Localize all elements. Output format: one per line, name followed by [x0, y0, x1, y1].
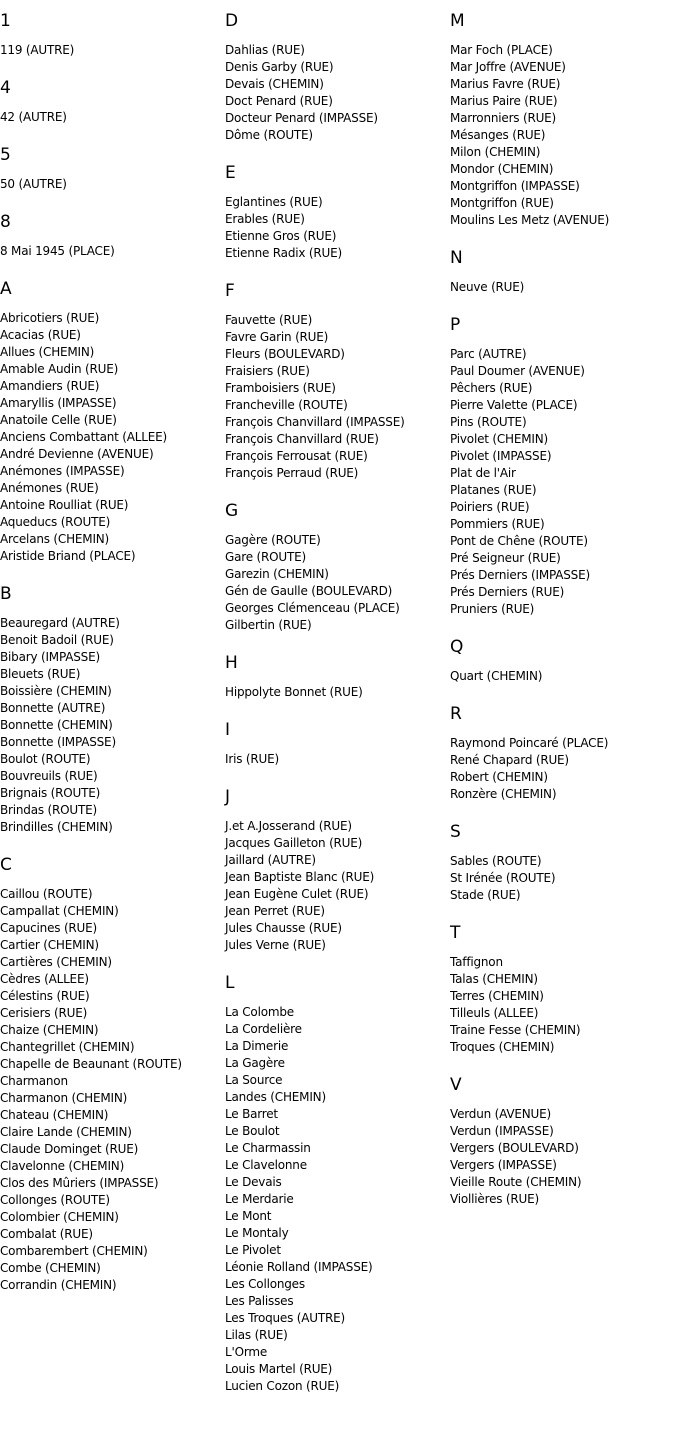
- street-entry: François Ferrousat (RUE): [225, 449, 368, 463]
- section-letter-heading: N: [450, 248, 463, 268]
- street-entry: Le Merdarie: [225, 1192, 294, 1206]
- letter-section: [450, 821, 675, 904]
- street-entry: La Gagère: [225, 1056, 285, 1070]
- street-entry: St Irénée (ROUTE): [450, 871, 556, 885]
- street-entry: Brignais (ROUTE): [0, 786, 101, 800]
- street-entry: Gare (ROUTE): [225, 550, 306, 564]
- letter-section: [0, 10, 225, 59]
- section-letter-heading: R: [450, 704, 462, 724]
- street-entry: Aristide Briand (PLACE): [0, 549, 136, 563]
- street-entry: Stade (RUE): [450, 888, 521, 902]
- section-letter-heading: 1: [0, 11, 11, 31]
- section-letter-heading: 8: [0, 212, 11, 232]
- section-letter-heading: M: [450, 11, 465, 31]
- section-letter-heading: J: [225, 787, 231, 807]
- street-entry: Mar Foch (PLACE): [450, 43, 553, 57]
- street-entry: Lucien Cozon (RUE): [225, 1379, 340, 1393]
- street-list: [450, 279, 675, 296]
- street-list: [450, 735, 675, 803]
- street-entry: Dahlias (RUE): [225, 43, 305, 57]
- street-list: [225, 684, 450, 701]
- street-list: [225, 751, 450, 768]
- street-entry: Claude Dominget (RUE): [0, 1142, 139, 1156]
- street-entry: Fraisiers (RUE): [225, 364, 310, 378]
- letter-section: [0, 583, 225, 836]
- street-entry: Pins (ROUTE): [450, 415, 527, 429]
- street-entry: Pommiers (RUE): [450, 517, 545, 531]
- street-entry: François Chanvillard (RUE): [225, 432, 379, 446]
- street-entry: Jules Chausse (RUE): [225, 921, 342, 935]
- street-entry: Iris (RUE): [225, 752, 279, 766]
- street-entry: François Chanvillard (IMPASSE): [225, 415, 405, 429]
- letter-section: [225, 652, 450, 701]
- street-entry: Tilleuls (ALLEE): [450, 1006, 539, 1020]
- street-entry: Célestins (RUE): [0, 989, 90, 1003]
- street-entry: Amable Audin (RUE): [0, 362, 119, 376]
- letter-section: [450, 922, 675, 1056]
- street-entry: Prés Derniers (RUE): [450, 585, 565, 599]
- street-entry: Dôme (ROUTE): [225, 128, 313, 142]
- street-entry: Moulins Les Metz (AVENUE): [450, 213, 610, 227]
- section-letter-heading: C: [0, 855, 12, 875]
- street-entry: Pivolet (CHEMIN): [450, 432, 549, 446]
- street-entry: Talas (CHEMIN): [450, 972, 538, 986]
- street-entry: Campallat (CHEMIN): [0, 904, 119, 918]
- street-entry: Chateau (CHEMIN): [0, 1108, 109, 1122]
- street-entry: Anciens Combattant (ALLEE): [0, 430, 167, 444]
- street-entry: Jean Perret (RUE): [225, 904, 325, 918]
- street-entry: 8 Mai 1945 (PLACE): [0, 244, 115, 258]
- street-entry: Abricotiers (RUE): [0, 311, 100, 325]
- street-entry: Platanes (RUE): [450, 483, 537, 497]
- street-entry: Jean Eugène Culet (RUE): [225, 887, 369, 901]
- street-entry: Cerisiers (RUE): [0, 1006, 88, 1020]
- street-entry: Cartier (CHEMIN): [0, 938, 99, 952]
- street-entry: Antoine Roulliat (RUE): [0, 498, 129, 512]
- street-entry: Acacias (RUE): [0, 328, 81, 342]
- street-entry: Pruniers (RUE): [450, 602, 535, 616]
- letter-section: [0, 854, 225, 1294]
- letter-section: [450, 636, 675, 685]
- street-entry: André Devienne (AVENUE): [0, 447, 154, 461]
- street-entry: Mésanges (RUE): [450, 128, 546, 142]
- street-entry: René Chapard (RUE): [450, 753, 569, 767]
- section-letter-heading: A: [0, 279, 12, 299]
- street-entry: Les Palisses: [225, 1294, 294, 1308]
- street-entry: Marius Paire (RUE): [450, 94, 558, 108]
- letter-section: [450, 1074, 675, 1208]
- street-entry: Docteur Penard (IMPASSE): [225, 111, 378, 125]
- street-entry: Arcelans (CHEMIN): [0, 532, 110, 546]
- street-entry: Bouvreuils (RUE): [0, 769, 98, 783]
- street-entry: Anémones (IMPASSE): [0, 464, 125, 478]
- street-entry: Erables (RUE): [225, 212, 305, 226]
- street-entry: Prés Derniers (IMPASSE): [450, 568, 590, 582]
- street-entry: Bonnette (AUTRE): [0, 701, 106, 715]
- street-entry: Bleuets (RUE): [0, 667, 81, 681]
- street-entry: Marius Favre (RUE): [450, 77, 561, 91]
- street-entry: Mar Joffre (AVENUE): [450, 60, 566, 74]
- street-entry: Clos des Mûriers (IMPASSE): [0, 1176, 159, 1190]
- street-entry: Brindilles (CHEMIN): [0, 820, 113, 834]
- letter-section: [0, 211, 225, 260]
- section-letter-heading: P: [450, 315, 461, 335]
- street-entry: La Source: [225, 1073, 283, 1087]
- street-entry: Neuve (RUE): [450, 280, 525, 294]
- street-entry: Les Troques (AUTRE): [225, 1311, 345, 1325]
- street-entry: Denis Garby (RUE): [225, 60, 334, 74]
- street-entry: Viollières (RUE): [450, 1192, 539, 1206]
- street-entry: Pêchers (RUE): [450, 381, 533, 395]
- street-entry: Beauregard (AUTRE): [0, 616, 120, 630]
- street-entry: Léonie Rolland (IMPASSE): [225, 1260, 373, 1274]
- section-letter-heading: 4: [0, 78, 11, 98]
- letter-section: [225, 786, 450, 954]
- section-letter-heading: H: [225, 653, 238, 673]
- street-entry: Le Boulot: [225, 1124, 280, 1138]
- directory-column: [0, 10, 225, 1312]
- street-entry: Ronzère (CHEMIN): [450, 787, 557, 801]
- street-entry: Les Collonges: [225, 1277, 305, 1291]
- street-entry: Allues (CHEMIN): [0, 345, 95, 359]
- street-entry: Amaryllis (IMPASSE): [0, 396, 117, 410]
- letter-section: [450, 247, 675, 296]
- street-entry: 42 (AUTRE): [0, 110, 67, 124]
- street-list: [0, 42, 225, 59]
- street-entry: Benoit Badoil (RUE): [0, 633, 114, 647]
- section-letter-heading: V: [450, 1075, 462, 1095]
- street-list: [0, 109, 225, 126]
- street-entry: Etienne Radix (RUE): [225, 246, 342, 260]
- street-entry: Landes (CHEMIN): [225, 1090, 326, 1104]
- street-entry: Combe (CHEMIN): [0, 1261, 101, 1275]
- street-entry: Chapelle de Beaunant (ROUTE): [0, 1057, 182, 1071]
- section-letter-heading: T: [450, 923, 461, 943]
- section-letter-heading: 5: [0, 145, 11, 165]
- street-entry: Chaize (CHEMIN): [0, 1023, 99, 1037]
- street-entry: Le Montaly: [225, 1226, 289, 1240]
- street-entry: Gén de Gaulle (BOULEVARD): [225, 584, 393, 598]
- street-entry: Devais (CHEMIN): [225, 77, 324, 91]
- street-entry: Milon (CHEMIN): [450, 145, 541, 159]
- street-entry: Charmanon: [0, 1074, 68, 1088]
- street-list: [450, 668, 675, 685]
- letter-section: [0, 144, 225, 193]
- street-entry: Georges Clémenceau (PLACE): [225, 601, 400, 615]
- street-list: [0, 243, 225, 260]
- street-entry: Pont de Chêne (ROUTE): [450, 534, 588, 548]
- street-list: [225, 312, 450, 482]
- letter-section: [225, 972, 450, 1395]
- street-entry: Caillou (ROUTE): [0, 887, 93, 901]
- street-entry: Raymond Poincaré (PLACE): [450, 736, 609, 750]
- street-entry: Pré Seigneur (RUE): [450, 551, 561, 565]
- street-entry: Jacques Gailleton (RUE): [225, 836, 363, 850]
- street-entry: J.et A.Josserand (RUE): [225, 819, 352, 833]
- street-list: [225, 818, 450, 954]
- street-list: [450, 42, 675, 229]
- street-entry: Boulot (ROUTE): [0, 752, 91, 766]
- street-entry: Bonnette (CHEMIN): [0, 718, 113, 732]
- street-entry: Lilas (RUE): [225, 1328, 288, 1342]
- street-entry: Vergers (BOULEVARD): [450, 1141, 579, 1155]
- letter-section: [225, 719, 450, 768]
- section-letter-heading: E: [225, 163, 236, 183]
- section-letter-heading: L: [225, 973, 235, 993]
- street-entry: Poiriers (RUE): [450, 500, 530, 514]
- street-entry: 50 (AUTRE): [0, 177, 67, 191]
- street-entry: 119 (AUTRE): [0, 43, 75, 57]
- street-entry: Vieille Route (CHEMIN): [450, 1175, 582, 1189]
- street-entry: Le Devais: [225, 1175, 282, 1189]
- street-entry: Traine Fesse (CHEMIN): [450, 1023, 581, 1037]
- street-entry: Cèdres (ALLEE): [0, 972, 89, 986]
- street-entry: Vergers (IMPASSE): [450, 1158, 557, 1172]
- street-entry: Anatoile Celle (RUE): [0, 413, 117, 427]
- street-entry: Claire Lande (CHEMIN): [0, 1125, 132, 1139]
- street-entry: Gilbertin (RUE): [225, 618, 312, 632]
- street-entry: Charmanon (CHEMIN): [0, 1091, 128, 1105]
- street-list: [225, 1004, 450, 1395]
- street-entry: Troques (CHEMIN): [450, 1040, 555, 1054]
- street-list: [0, 886, 225, 1294]
- street-entry: Le Charmassin: [225, 1141, 311, 1155]
- directory-column: [450, 10, 675, 1226]
- street-entry: Francheville (ROUTE): [225, 398, 348, 412]
- street-entry: Favre Garin (RUE): [225, 330, 329, 344]
- street-entry: Bibary (IMPASSE): [0, 650, 100, 664]
- street-entry: Amandiers (RUE): [0, 379, 100, 393]
- letter-section: [0, 77, 225, 126]
- section-letter-heading: D: [225, 11, 239, 31]
- street-entry: Terres (CHEMIN): [450, 989, 544, 1003]
- street-entry: Quart (CHEMIN): [450, 669, 543, 683]
- street-list: [450, 1106, 675, 1208]
- street-entry: Boissière (CHEMIN): [0, 684, 112, 698]
- letter-section: [450, 703, 675, 803]
- street-entry: Corrandin (CHEMIN): [0, 1278, 117, 1292]
- street-entry: La Cordelière: [225, 1022, 302, 1036]
- street-entry: Gagère (ROUTE): [225, 533, 321, 547]
- street-entry: Louis Martel (RUE): [225, 1362, 333, 1376]
- street-entry: Aqueducs (ROUTE): [0, 515, 111, 529]
- street-entry: Mondor (CHEMIN): [450, 162, 554, 176]
- street-list: [450, 954, 675, 1056]
- section-letter-heading: B: [0, 584, 12, 604]
- letter-section: [225, 500, 450, 634]
- letter-section: [225, 162, 450, 262]
- street-entry: Clavelonne (CHEMIN): [0, 1159, 125, 1173]
- street-entry: Montgriffon (IMPASSE): [450, 179, 580, 193]
- street-entry: Colombier (CHEMIN): [0, 1210, 119, 1224]
- street-entry: Verdun (IMPASSE): [450, 1124, 554, 1138]
- street-entry: Verdun (AVENUE): [450, 1107, 551, 1121]
- street-entry: Combalat (RUE): [0, 1227, 93, 1241]
- section-letter-heading: Q: [450, 637, 464, 657]
- street-entry: Marronniers (RUE): [450, 111, 557, 125]
- street-list: [225, 42, 450, 144]
- street-entry: Jules Verne (RUE): [225, 938, 326, 952]
- street-list: [450, 346, 675, 618]
- street-entry: Pivolet (IMPASSE): [450, 449, 552, 463]
- section-letter-heading: I: [225, 720, 231, 740]
- street-entry: Jean Baptiste Blanc (RUE): [225, 870, 375, 884]
- section-letter-heading: G: [225, 501, 239, 521]
- street-entry: Sables (ROUTE): [450, 854, 542, 868]
- street-entry: Hippolyte Bonnet (RUE): [225, 685, 363, 699]
- street-entry: Anémones (RUE): [0, 481, 99, 495]
- section-letter-heading: F: [225, 281, 235, 301]
- street-entry: Le Pivolet: [225, 1243, 281, 1257]
- section-letter-heading: S: [450, 822, 461, 842]
- street-list: [450, 853, 675, 904]
- street-entry: Le Mont: [225, 1209, 272, 1223]
- street-entry: Parc (AUTRE): [450, 347, 527, 361]
- street-entry: Le Clavelonne: [225, 1158, 307, 1172]
- street-entry: Chantegrillet (CHEMIN): [0, 1040, 135, 1054]
- street-entry: Capucines (RUE): [0, 921, 98, 935]
- street-entry: La Dimerie: [225, 1039, 289, 1053]
- street-list: [0, 310, 225, 565]
- directory-column: [225, 10, 450, 1413]
- street-list: [225, 532, 450, 634]
- street-entry: Le Barret: [225, 1107, 278, 1121]
- street-entry: Fleurs (BOULEVARD): [225, 347, 345, 361]
- street-entry: L'Orme: [225, 1345, 268, 1359]
- street-entry: Taffignon: [450, 955, 503, 969]
- street-entry: Etienne Gros (RUE): [225, 229, 337, 243]
- street-entry: Brindas (ROUTE): [0, 803, 97, 817]
- street-entry: Framboisiers (RUE): [225, 381, 336, 395]
- street-list: [225, 194, 450, 262]
- street-entry: La Colombe: [225, 1005, 294, 1019]
- street-entry: Robert (CHEMIN): [450, 770, 548, 784]
- letter-section: [0, 278, 225, 565]
- street-entry: Jaillard (AUTRE): [225, 853, 316, 867]
- street-entry: Doct Penard (RUE): [225, 94, 333, 108]
- street-list: [0, 176, 225, 193]
- letter-section: [225, 280, 450, 482]
- letter-section: [450, 10, 675, 229]
- street-entry: Paul Doumer (AVENUE): [450, 364, 585, 378]
- letter-section: [450, 314, 675, 618]
- street-entry: Plat de l'Air: [450, 466, 516, 480]
- street-entry: Pierre Valette (PLACE): [450, 398, 578, 412]
- street-entry: Montgriffon (RUE): [450, 196, 554, 210]
- street-entry: Bonnette (IMPASSE): [0, 735, 116, 749]
- street-entry: Combarembert (CHEMIN): [0, 1244, 148, 1258]
- street-entry: Eglantines (RUE): [225, 195, 323, 209]
- street-entry: Garezin (CHEMIN): [225, 567, 329, 581]
- street-entry: Cartières (CHEMIN): [0, 955, 112, 969]
- street-list: [0, 615, 225, 836]
- street-entry: Fauvette (RUE): [225, 313, 313, 327]
- street-entry: Collonges (ROUTE): [0, 1193, 110, 1207]
- letter-section: [225, 10, 450, 144]
- street-entry: François Perraud (RUE): [225, 466, 359, 480]
